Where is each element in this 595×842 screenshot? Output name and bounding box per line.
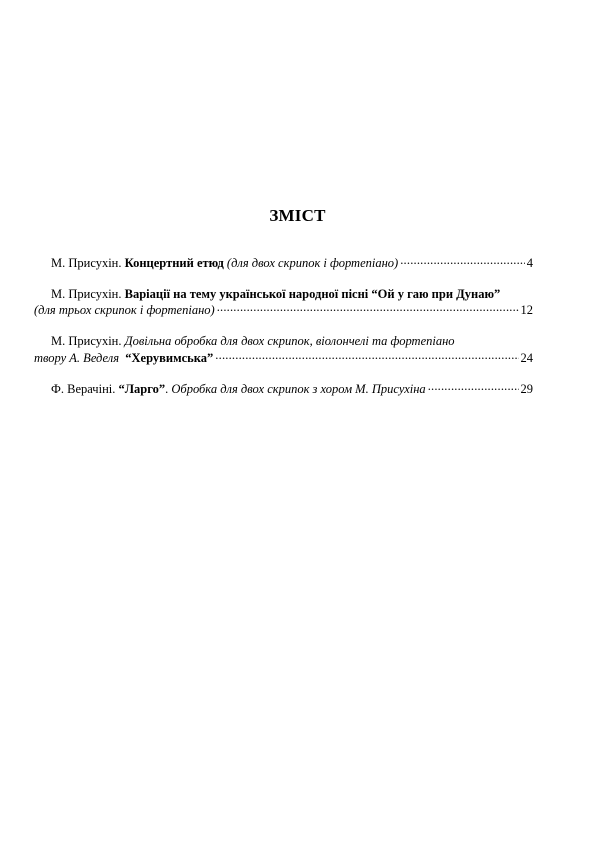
toc-page-number: 29 xyxy=(520,382,533,396)
toc-author: М. Присухін. xyxy=(51,286,122,301)
toc-entry-line xyxy=(34,286,533,302)
dot-leader xyxy=(217,302,519,315)
toc-work-title: Концертний етюд xyxy=(124,255,224,270)
toc-work-title: “Ларго” xyxy=(118,382,166,396)
toc-page-number: 24 xyxy=(520,350,533,365)
toc-page-number: 4 xyxy=(526,255,533,270)
toc-entry-line xyxy=(34,333,533,349)
dot-leader xyxy=(428,381,519,394)
toc-entry-line xyxy=(34,349,533,366)
toc-entry xyxy=(34,333,533,366)
table-of-contents xyxy=(34,254,533,412)
toc-entry-line xyxy=(34,254,533,271)
toc-author: М. Присухін. xyxy=(51,334,122,348)
toc-note: твору А. Веделя xyxy=(34,350,120,365)
dot-leader xyxy=(215,349,518,362)
toc-punctuation: . xyxy=(165,382,169,396)
toc-author: Ф. Верачіні. xyxy=(51,382,116,396)
toc-note: (для двох скрипок і фортепіано) xyxy=(226,255,399,270)
toc-entry-text xyxy=(34,255,398,271)
toc-entry xyxy=(34,381,533,398)
page-title: ЗМІСТ xyxy=(269,206,326,225)
dot-leader xyxy=(400,254,525,267)
toc-note: (для трьох скрипок і фортепіано) xyxy=(34,303,215,317)
toc-work-title: “Херувимська” xyxy=(125,350,214,365)
toc-note: Довільна обробка для двох скрипок, віолончелі та фортепіано xyxy=(124,334,455,348)
toc-entry xyxy=(34,254,533,271)
toc-entry-text xyxy=(34,302,215,318)
toc-page-number: 12 xyxy=(520,303,533,317)
toc-author: М. Присухін. xyxy=(51,255,122,270)
toc-entry-text xyxy=(34,333,455,349)
toc-entry-text xyxy=(34,381,426,397)
toc-work-title: Варіації на тему української народної пісні “Ой у гаю при Дунаю” xyxy=(124,286,501,301)
toc-entry-line xyxy=(34,302,533,319)
toc-note: Обробка для двох скрипок з хором М. Присухіна xyxy=(171,382,426,396)
toc-entry-line xyxy=(34,381,533,398)
toc-entry xyxy=(34,286,533,319)
toc-entry-text xyxy=(34,350,213,366)
toc-entry-text xyxy=(34,286,500,302)
